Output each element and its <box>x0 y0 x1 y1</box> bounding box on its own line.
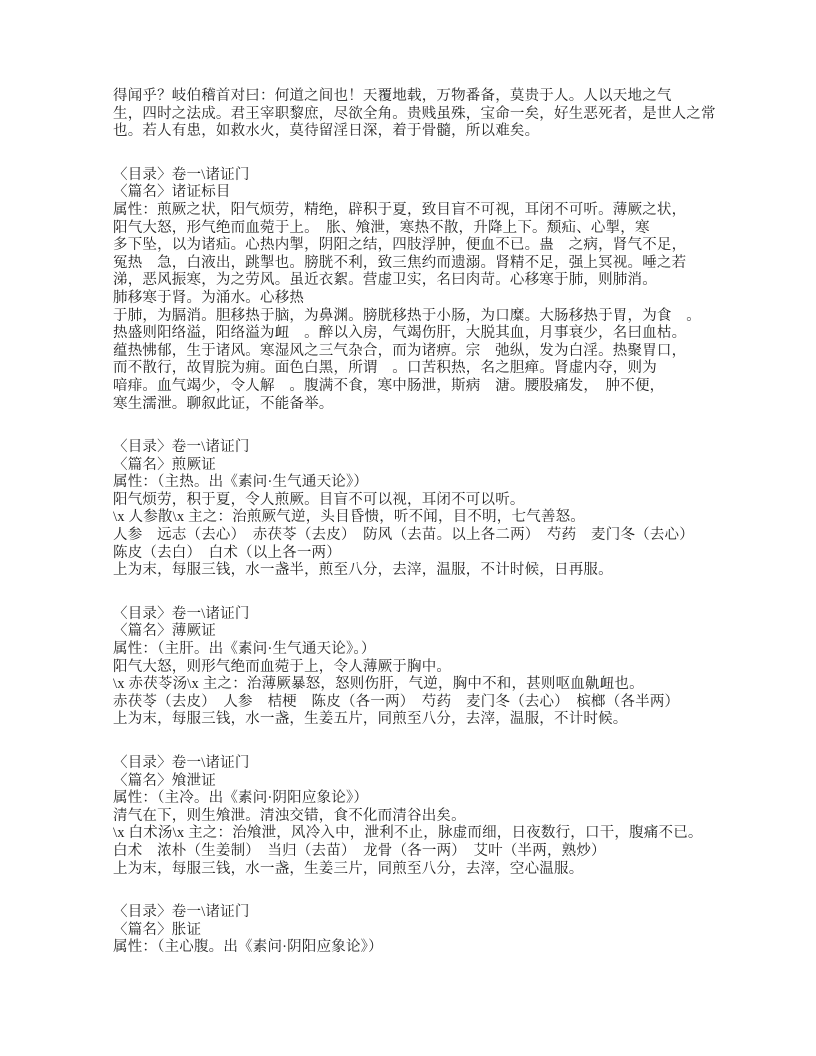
text-line: 属性：（主热。出《素问·生气通天论》） <box>113 474 369 491</box>
text-line: 阳气大怒，形气绝而血菀于上。 胀、飧泄，寒热不散，升降上下。颓疝、心掣，寒 <box>113 219 650 236</box>
section-bojue-zheng <box>113 606 736 729</box>
section-sunxie-zheng <box>113 755 736 878</box>
text-line: 涕，恶风振寒，为之劳风。虽近衣絮。营虚卫实，名曰肉苛。心移寒于肺，则肺消。 <box>113 272 657 289</box>
text-line: 〈目录〉卷一\诸证门 <box>113 439 250 456</box>
text-line: 〈篇名〉煎厥证 <box>113 456 216 473</box>
text-line: 上为末，每服三钱，水一盏，生姜三片，同煎至八分，去滓，空心温服。 <box>113 860 584 877</box>
text-line: 上为末，每服三钱，水一盏，生姜五片，同煎至八分，去滓，温服，不计时候。 <box>113 711 628 728</box>
text-line: 得闻乎？岐伯稽首对曰：何道之间也！天覆地载，万物番备，莫贵于人。人以天地之气 <box>113 88 672 104</box>
text-line: 〈目录〉卷一\诸证门 <box>113 166 250 183</box>
text-line: 陈皮（去白） 白术（以上各一两） <box>113 544 341 561</box>
document-body <box>113 88 736 957</box>
text-line: 蕴热怫郁，生于诸风。寒湿风之三气杂合，而为诸痹。宗 弛纵，发为白淫。热聚胃口， <box>113 342 687 359</box>
text-line: 〈目录〉卷一\诸证门 <box>113 904 250 921</box>
text-line: \x 人参散\x 主之：治煎厥气逆，头目昏愦，听不闻，目不明，七气善怒。 <box>113 509 586 526</box>
text-line: \x 赤茯苓汤\x 主之：治薄厥暴怒，怒则伤肝，气逆，胸中不和，甚则呕血鼽衄也。 <box>113 676 644 693</box>
text-line: 〈目录〉卷一\诸证门 <box>113 755 250 771</box>
text-line: 阳气大怒，则形气绝而血菀于上，令人薄厥于胸中。 <box>113 658 452 675</box>
text-line: 赤茯苓（去皮） 人参 桔梗 陈皮（各一两） 芍药 麦门冬（去心） 槟榔（各半两） <box>113 693 680 710</box>
text-line: 喑痱。血气竭少，令人解 。腹满不食，寒中肠泄，斯病 溏。腰股痛发， 肿不便， <box>113 377 665 394</box>
text-line: 阳气烦劳，积于夏，令人煎厥。目盲不可以视，耳闭不可以听。 <box>113 491 525 508</box>
text-line: 多下坠，以为诸疝。心热内掣，阴阳之结，四肢浮肿，便血不已。蛊 之病，肾气不足， <box>113 237 687 254</box>
text-line: 属性：（主冷。出《素问·阴阳应象论》） <box>113 790 369 807</box>
text-line: 属性：（主肝。出《素问·生气通天论》。） <box>113 641 376 658</box>
section-jianjue-zheng <box>113 439 736 580</box>
section-zhuzheng-biaomu <box>113 167 736 413</box>
text-line: 属性：煎厥之状，阳气烦劳，精绝，辟积于夏，致目盲不可视，耳闭不可听。薄厥之状， <box>113 201 687 218</box>
text-line: 人参 远志（去心） 赤茯苓（去皮） 防风（去苗。以上各二两） 芍药 麦门冬（去心） <box>113 527 694 544</box>
text-line: 〈篇名〉诸证标目 <box>113 184 231 201</box>
text-line: 〈目录〉卷一\诸证门 <box>113 605 250 622</box>
text-line: 〈篇名〉薄厥证 <box>113 623 216 640</box>
text-line: 清气在下，则生飧泄。清浊交错，食不化而清谷出矣。 <box>113 807 466 824</box>
text-line: 冤热 急，白液出，跳掣也。膀胱不利，致三焦约而遗溺。肾精不足，强上冥视。唾之若 <box>113 254 687 271</box>
text-line: 而不散行，故胃脘为痈。面色白黑，所谓 。口苦积热，名之胆瘅。肾虚内夺，则为 <box>113 360 657 377</box>
intro-paragraph <box>113 88 736 141</box>
text-line: 属性：（主心腹。出《素问·阴阳应象论》） <box>113 939 383 956</box>
text-line: 热盛则阳络溢，阳络溢为衄 。醉以入房，气竭伤肝，大脱其血，月事衰少，名曰血枯。 <box>113 325 687 342</box>
text-line: 也。若人有患，如救水火，莫待留淫日深，着于骨髓，所以难矣。 <box>113 123 540 140</box>
text-line: 寒生濡泄。聊叙此证，不能备举。 <box>113 395 334 412</box>
text-line: 白术 浓朴（生姜制） 当归（去苗） 龙骨（各一两） 艾叶（半两，熟炒） <box>113 842 606 859</box>
text-line: \x 白术汤\x 主之：治飧泄，风冷入中，泄利不止，脉虚而细，日夜数行，口干，腹痛不已。 <box>113 825 703 842</box>
text-line: 肺移寒于肾。为涌水。心移热 <box>113 289 305 306</box>
text-line: 〈篇名〉飧泄证 <box>113 772 216 789</box>
text-line: 生，四时之法成。君王宰职黎庶，尽欲全角。贵贱虽殊，宝命一矣，好生恶死者，是世人之常 <box>113 105 716 122</box>
text-line: 于肺，为膈消。胆移热于脑，为鼻渊。膀胱移热于小肠，为口糜。大肠移热于胃，为食 。 <box>113 307 701 324</box>
text-line: 上为末，每服三钱，水一盏半，煎至八分，去滓，温服，不计时候，日再服。 <box>113 562 613 579</box>
section-zhang-zheng <box>113 904 736 957</box>
text-line: 〈篇名〉胀证 <box>113 921 202 938</box>
